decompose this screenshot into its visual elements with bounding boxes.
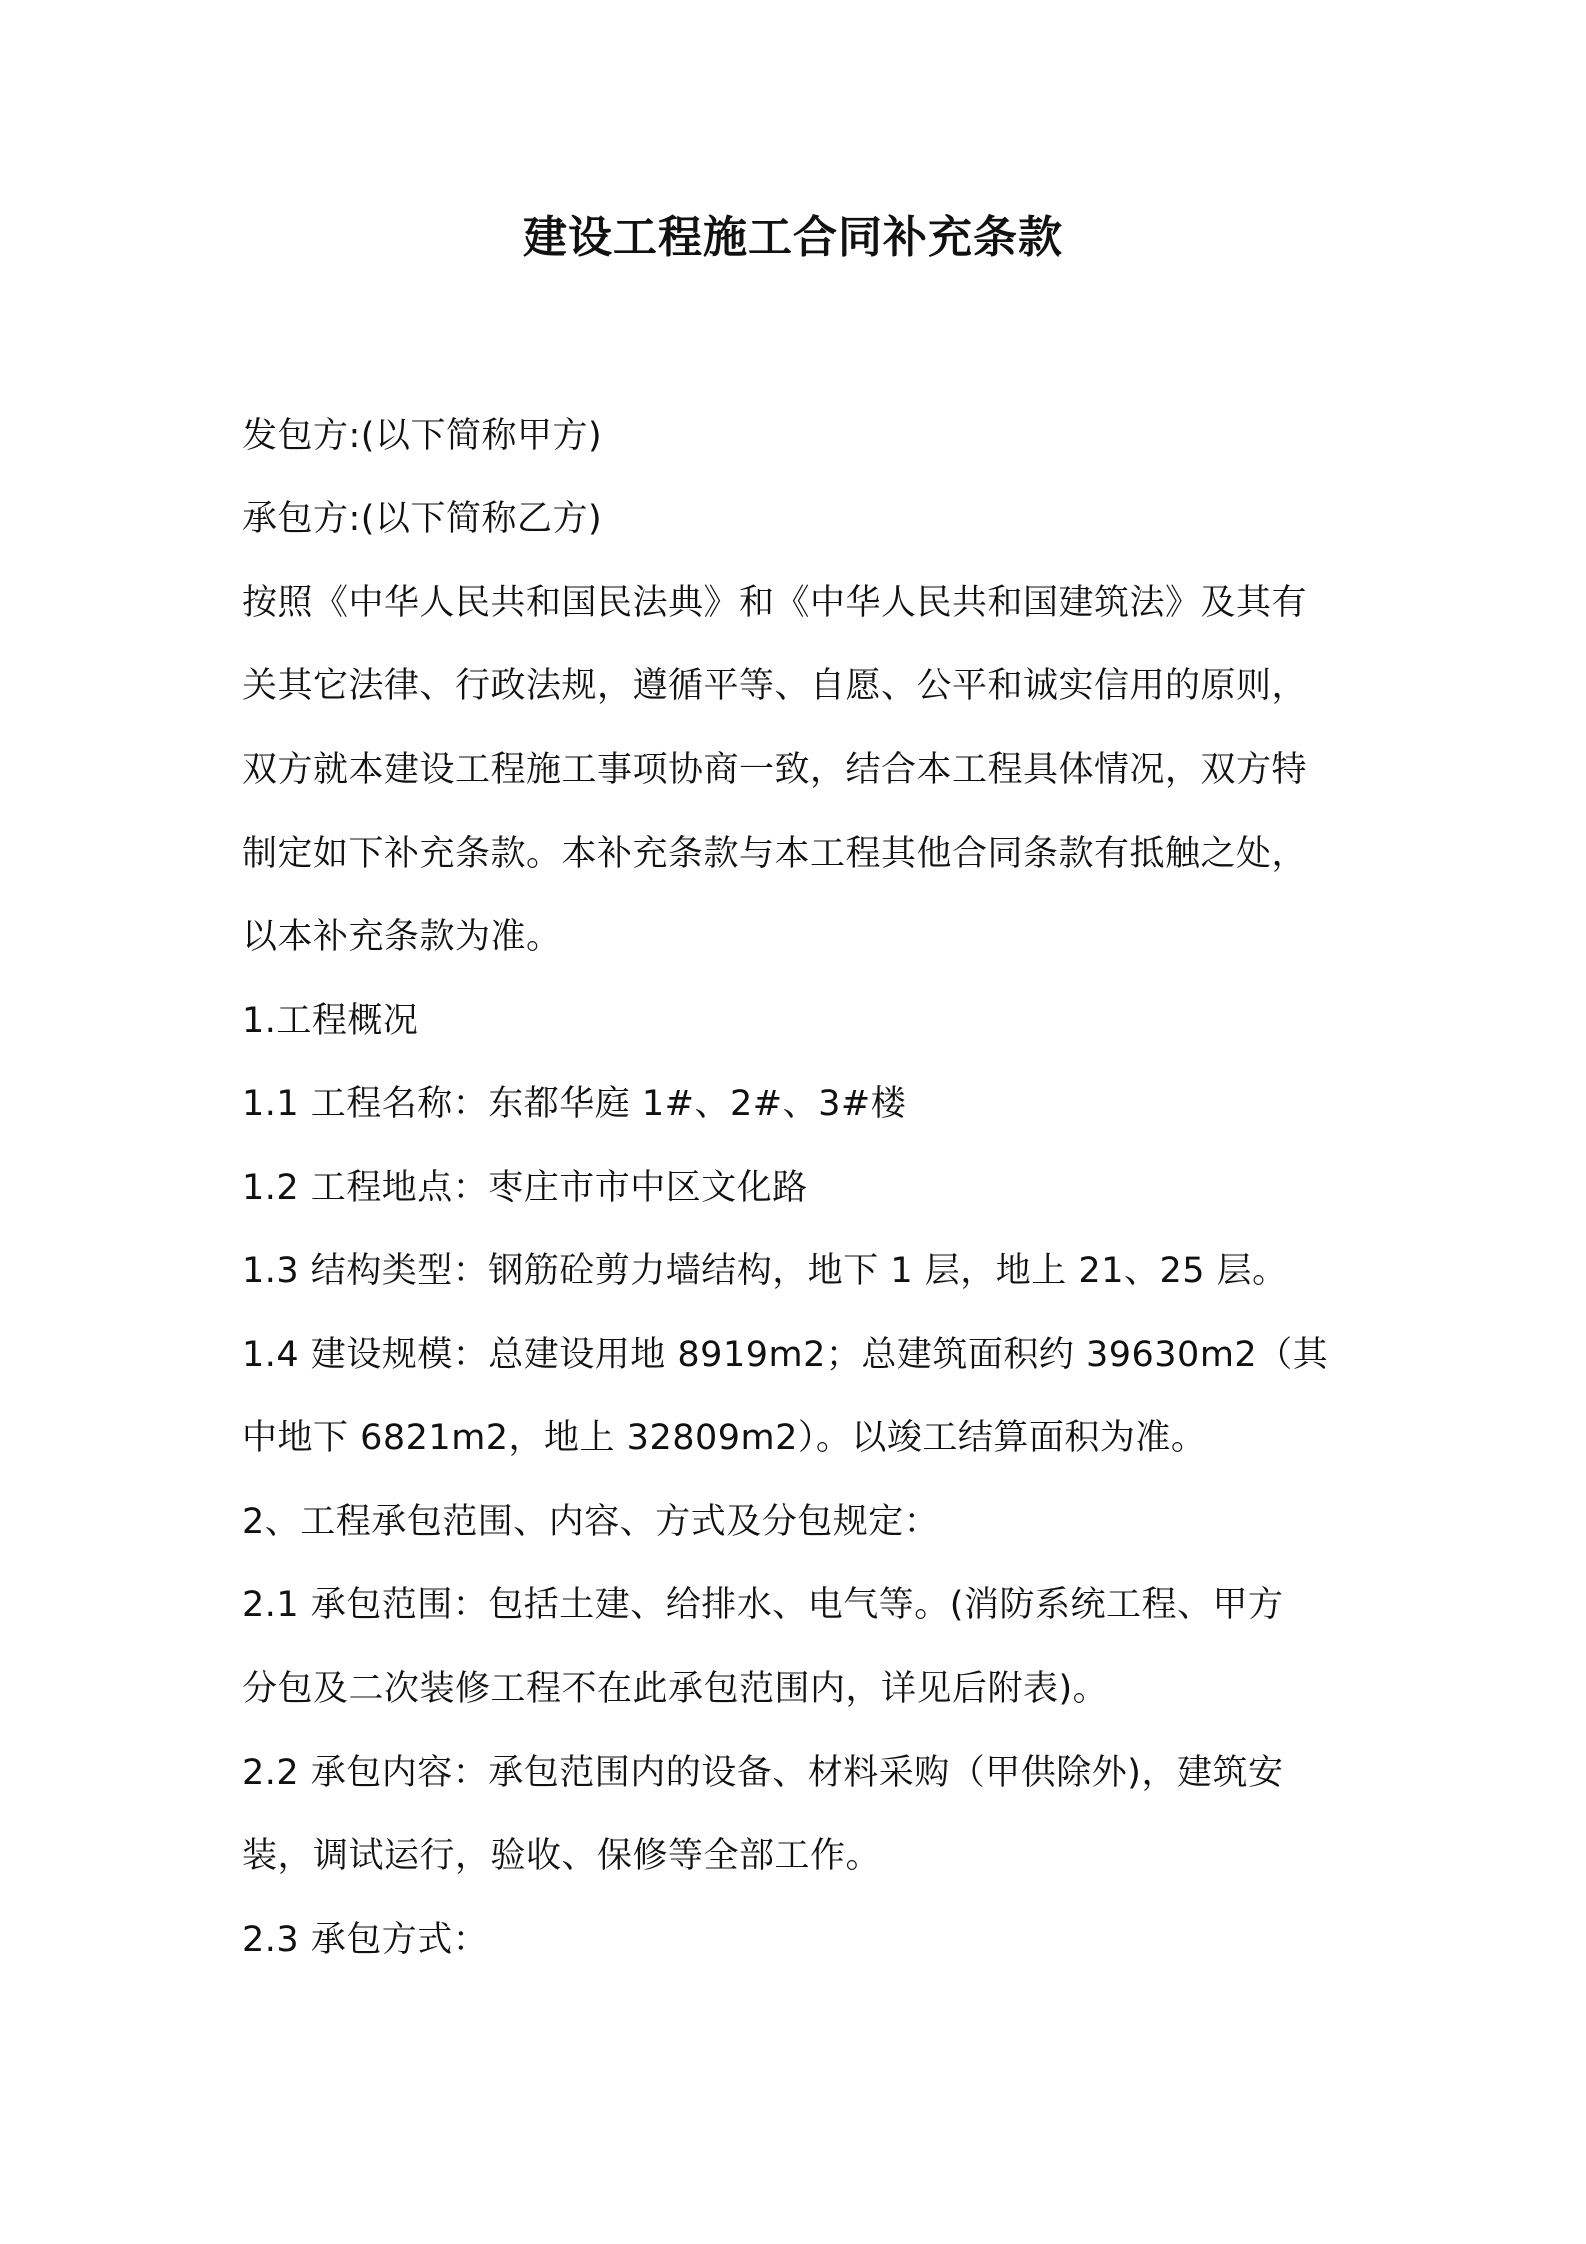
preamble-line-4: 制定如下补充条款。本补充条款与本工程其他合同条款有抵触之处， [242,834,1308,874]
party-a-line: 发包方:(以下简称甲方) [242,416,603,456]
clause-2-1-line-1: 2.1 承包范围：包括土建、给排水、电气等。(消防系统工程、甲方 [242,1585,1284,1625]
preamble-line-3: 双方就本建设工程施工事项协商一致，结合本工程具体情况，双方特 [242,750,1308,790]
preamble-line-5: 以本补充条款为准。 [242,917,562,957]
preamble-line-2: 关其它法律、行政法规，遵循平等、自愿、公平和诚实信用的原则， [242,666,1308,706]
clause-1-4-line-2: 中地下 6821m2，地上 32809m2）。以竣工结算面积为准。 [242,1418,1207,1458]
clause-2-2-line-2: 装，调试运行，验收、保修等全部工作。 [242,1836,882,1876]
clause-2-1-line-2: 分包及二次装修工程不在此承包范围内，详见后附表)。 [242,1669,1109,1709]
clause-1-4-line-1: 1.4 建设规模：总建设用地 8919m2；总建筑面积约 39630m2（其 [242,1335,1329,1375]
preamble-line-1: 按照《中华人民共和国民法典》和《中华人民共和国建筑法》及其有 [242,583,1308,623]
section-1-heading: 1.工程概况 [242,1001,419,1041]
clause-1-1: 1.1 工程名称：东都华庭 1#、2#、3#楼 [242,1084,907,1124]
clause-2-2-line-1: 2.2 承包内容：承包范围内的设备、材料采购（甲供除外)，建筑安 [242,1753,1284,1793]
clause-1-3: 1.3 结构类型：钢筋砼剪力墙结构，地下 1 层，地上 21、25 层。 [242,1251,1288,1291]
section-2-heading: 2、工程承包范围、内容、方式及分包规定： [242,1502,940,1542]
clause-1-2: 1.2 工程地点：枣庄市市中区文化路 [242,1168,808,1208]
clause-2-3: 2.3 承包方式： [242,1920,489,1960]
party-b-line: 承包方:(以下简称乙方) [242,499,603,539]
document-title: 建设工程施工合同补充条款 [523,212,1063,263]
